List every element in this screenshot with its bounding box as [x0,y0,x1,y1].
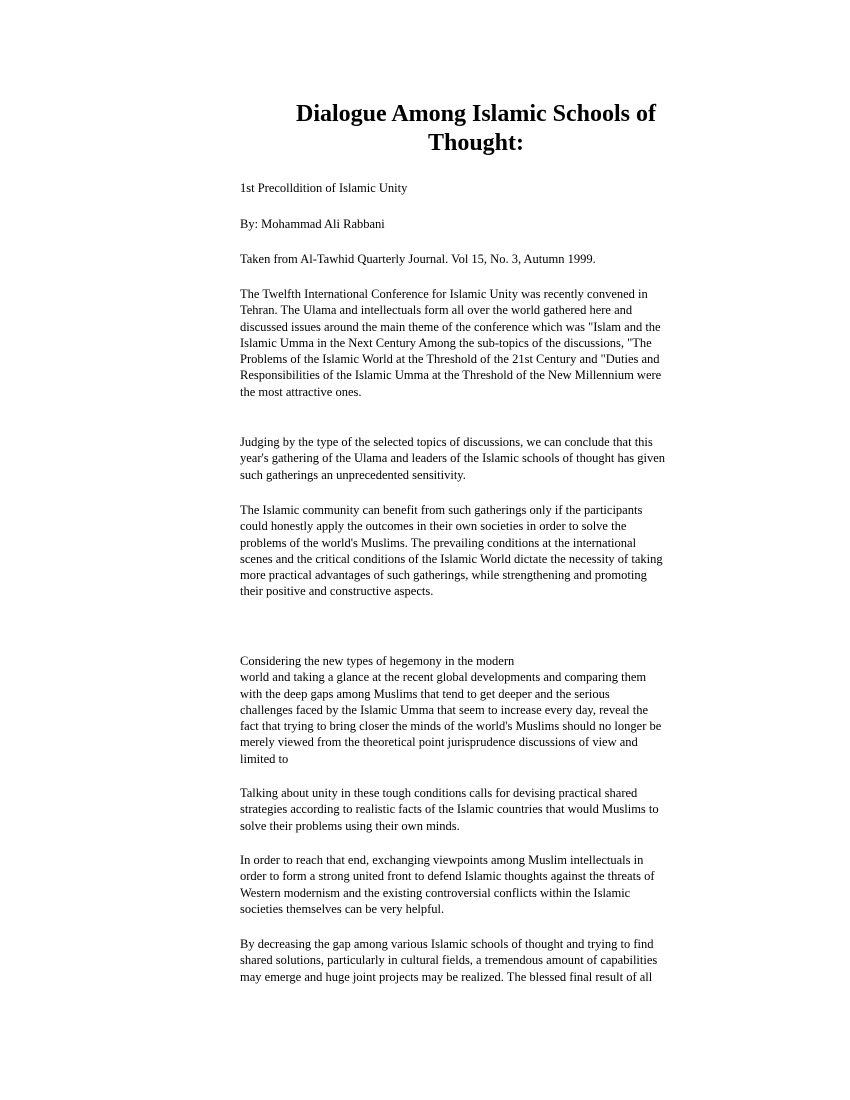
paragraph-line: more practical advantages of such gatherings, while strengthening and promoting [240,568,647,583]
paragraph-line: By decreasing the gap among various Islamic schools of thought and trying to find [240,937,654,951]
paragraph-1 [240,286,720,400]
paragraph-line: year's gathering of the Ulama and leaders of the Islamic schools of thought has given [240,451,666,466]
paragraph-line: could honestly apply the outcomes in their own societies in order to solve the [240,519,627,534]
paragraph-5 [240,785,720,834]
paragraph-line: Responsibilities of the Islamic Umma at the Threshold of the New Millennium were [240,368,662,383]
paragraph-line: scenes and the critical conditions of the Islamic World dictate the necessity of taking [240,551,663,566]
paragraph-line: Problems of the Islamic World at the Threshold of the 21st Century and "Duties and [240,352,660,367]
paragraph-line: fact that trying to bring closer the minds of the world's Muslims should no longer be [240,719,662,734]
paragraph-4 [240,653,720,767]
source-citation: Taken from Al-Tawhid Quarterly Journal. Vol 15, No. 3, Autumn 1999. [240,252,596,266]
subtitle: 1st Precolldition of Islamic Unity [240,181,408,195]
paragraph-line: merely viewed from the theoretical point jurisprudence discussions of view and [240,735,638,750]
paragraph-line: problems of the world's Muslims. The prevailing conditions at the international [240,535,637,550]
paragraph-line: order to form a strong united front to defend Islamic thoughts against the threats of [240,869,655,884]
byline: By: Mohammad Ali Rabbani [240,217,385,231]
paragraph-6 [240,852,720,917]
paragraph-line: with the deep gaps among Muslims that tend to get deeper and the serious [240,686,610,701]
paragraph-line: may emerge and huge joint projects may be realized. The blessed final result of all [240,969,653,984]
paragraph-line: limited to [240,751,289,766]
paragraph-line: Tehran. The Ulama and intellectuals form all over the world gathered here and [240,303,633,318]
paragraph-line: world and taking a glance at the recent global developments and comparing them [240,670,647,685]
paragraph-line: their positive and constructive aspects. [240,584,434,599]
title-line-2: Thought: [427,130,525,156]
paragraph-line: such gatherings an unprecedented sensitivity. [240,467,466,482]
paragraph-line: challenges faced by the Islamic Umma that seem to increase every day, reveal the [240,702,649,717]
paragraph-line: Considering the new types of hegemony in the modern [240,654,515,668]
paragraph-line: shared solutions, particularly in cultural fields, a tremendous amount of capabilities [240,953,658,968]
paragraph-line: societies themselves can be very helpful. [240,901,445,916]
paragraph-line: The Islamic community can benefit from such gatherings only if the participants [240,503,643,517]
title-line-1: Dialogue Among Islamic Schools of [295,101,657,127]
paragraph-line: the most attractive ones. [240,384,362,399]
paragraph-line: Judging by the type of the selected topics of discussions, we can conclude that this [240,435,653,449]
paragraph-line: strategies according to realistic facts of the Islamic countries that would Muslims to [240,802,659,817]
paragraph-2 [240,434,720,483]
paragraph-3 [240,502,720,600]
paragraph-line: discussed issues around the main theme of the conference which was "Islam and the [240,319,661,334]
paragraph-line: Islamic Umma in the Next Century Among the sub-topics of the discussions, "The [240,335,652,350]
paragraph-line: solve their problems using their own minds. [240,818,460,833]
paragraph-7 [240,936,720,985]
document-title [240,100,712,158]
paragraph-line: Western modernism and the existing controversial conflicts within the Islamic [240,885,631,900]
paragraph-line: In order to reach that end, exchanging viewpoints among Muslim intellectuals in [240,853,644,867]
paragraph-line: The Twelfth International Conference for Islamic Unity was recently convened in [240,287,648,301]
paragraph-line: Talking about unity in these tough conditions calls for devising practical shared [240,786,638,800]
